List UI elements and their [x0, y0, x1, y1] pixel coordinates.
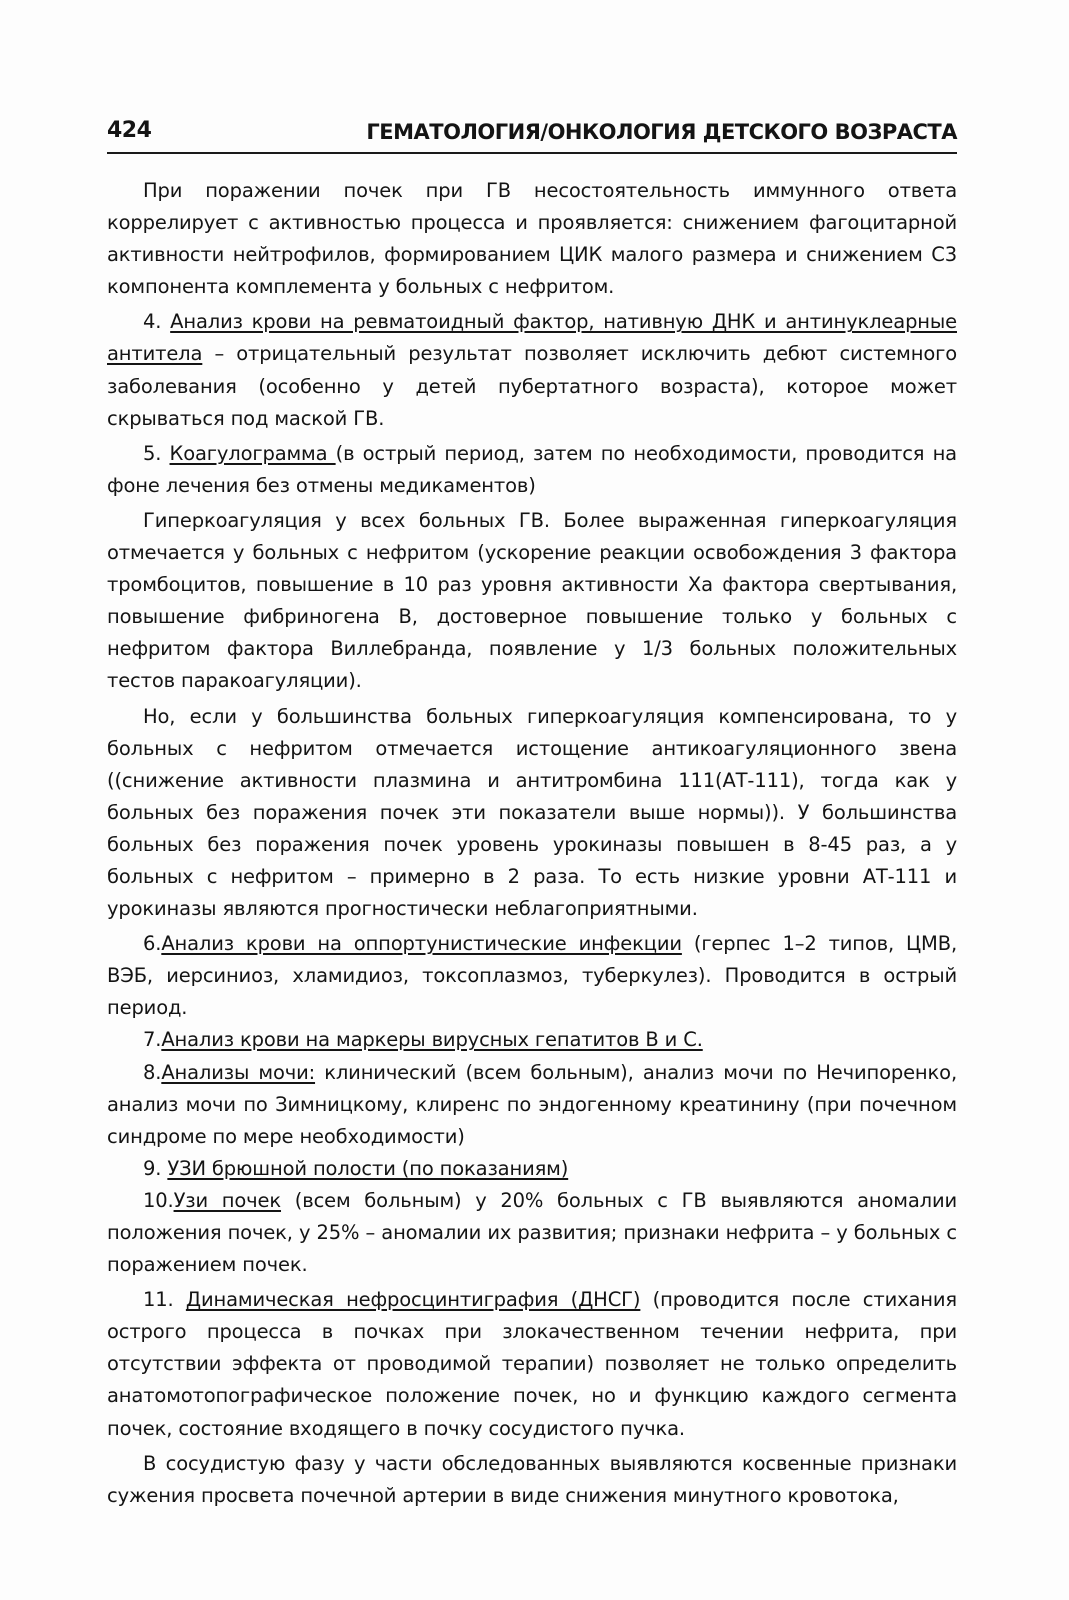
list-item-7 — [107, 1024, 957, 1056]
item-heading: Анализы мочи: — [161, 1060, 316, 1084]
item-number: 8. — [143, 1060, 162, 1084]
item-text: клинический (всем больным), анализ мочи по Нечипоренко, анализ мочи по Зимницкому, клиренс по эндогенному креатинину (при почечном синдроме по мере необходимости) — [107, 1060, 957, 1148]
body-text — [107, 175, 957, 1512]
item-number: 11. — [143, 1288, 186, 1312]
item-text: – отрицательный результат позволяет исключить дебют системного заболевания (особенно у детей пубертатного возраста), которое может скрываться под маской ГВ. — [107, 342, 957, 430]
paragraph-anticoagulation — [107, 701, 957, 926]
item-heading: Коагулограмма — [169, 441, 336, 465]
item-heading: Анализ крови на ревматоидный фактор, нативную ДНК и антинуклеарные антитела — [107, 310, 957, 366]
item-number: 5. — [143, 441, 170, 465]
paragraph-text: В сосудистую фазу у части обследованных выявляются косвенные признаки сужения просвета почечной артерии в виде снижения минутного кровотока, — [107, 1451, 957, 1507]
item-number: 10. — [143, 1188, 174, 1212]
page-header — [107, 118, 957, 154]
item-heading: Анализ крови на маркеры вирусных гепатитов В и С. — [161, 1028, 703, 1052]
paragraph-text: При поражении почек при ГВ несостоятельность иммунного ответа коррелирует с активностью процесса и проявляется: снижением фагоцитарной активности нейтрофилов, формированием ЦИК малого размера и снижением С3 компонента комплемента у больных с нефритом. — [107, 179, 957, 299]
paragraph-immune-response — [107, 175, 957, 303]
paragraph-text: Но, если у большинства больных гиперкоагуляция компенсирована, то у больных с нефритом отмечается истощение антикоагуляционного звена ((снижение активности плазмина и антитромбина 111(АТ-111), тогда как у больных без поражения почек эти показатели выше нормы)). У большинства больных без поражения почек уровень урокиназы повышен в 8-45 раз, а у больных с нефритом – примерно в 2 раза. То есть низкие уровни АТ-111 и урокиназы являются прогностически неблагоприятными. — [107, 704, 957, 921]
item-text: (герпес 1–2 типов, ЦМВ, ВЭБ, иерсиниоз, хламидиоз, токсоплазмоз, туберкулез). Проводится в острый период. — [107, 932, 957, 1020]
item-number: 6. — [143, 932, 162, 956]
paragraph-text: Гиперкоагуляция у всех больных ГВ. Более выраженная гиперкоагуляция отмечается у больных с нефритом (ускорение реакции освобождения 3 фактора тромбоцитов, повышение в 10 раз уровня активности Ха фактора свертывания, повышение фибриногена В, достоверное повышение только у больных с нефритом фактора Виллебранда, появление у 1/3 больных положительных тестов паракоагуляции). — [107, 508, 957, 693]
list-item-6 — [107, 928, 957, 1024]
paragraph-hypercoagulation — [107, 505, 957, 698]
item-text: (проводится после стихания острого процесса в почках при злокачественном течении нефрита, при отсутствии эффекта от проводимой терапии) позволяет не только определить анатомотопографическое положение почек, но и функцию каждого сегмента почек, состояние входящего в почку сосудистого пучка. — [107, 1288, 957, 1440]
item-heading: УЗИ брюшной полости (по показаниям) — [167, 1156, 569, 1180]
item-number: 4. — [143, 310, 171, 334]
item-heading: Узи почек — [173, 1188, 282, 1212]
list-item-11 — [107, 1284, 957, 1444]
paragraph-vascular-phase — [107, 1448, 957, 1512]
item-heading: Анализ крови на оппортунистические инфекции — [161, 932, 682, 956]
list-item-10 — [107, 1185, 957, 1281]
item-number: 9. — [143, 1156, 168, 1180]
item-text: (всем больным) у 20% больных с ГВ выявляются аномалии положения почек, у 25% – аномалии их развития; признаки нефрита – у больных с поражением почек. — [107, 1188, 957, 1277]
item-heading: Динамическая нефросцинтиграфия (ДНСГ) — [185, 1288, 641, 1312]
running-title: ГЕМАТОЛОГИЯ/ОНКОЛОГИЯ ДЕТСКОГО ВОЗРАСТА — [366, 120, 957, 144]
list-item-8 — [107, 1057, 957, 1153]
list-item-5 — [107, 438, 957, 502]
list-item-4 — [107, 306, 957, 434]
item-number: 7. — [143, 1028, 162, 1052]
item-text: (в острый период, затем по необходимости, проводится на фоне лечения без отмены медикаментов) — [107, 441, 957, 497]
list-item-9 — [107, 1153, 957, 1185]
page-number: 424 — [107, 118, 152, 143]
